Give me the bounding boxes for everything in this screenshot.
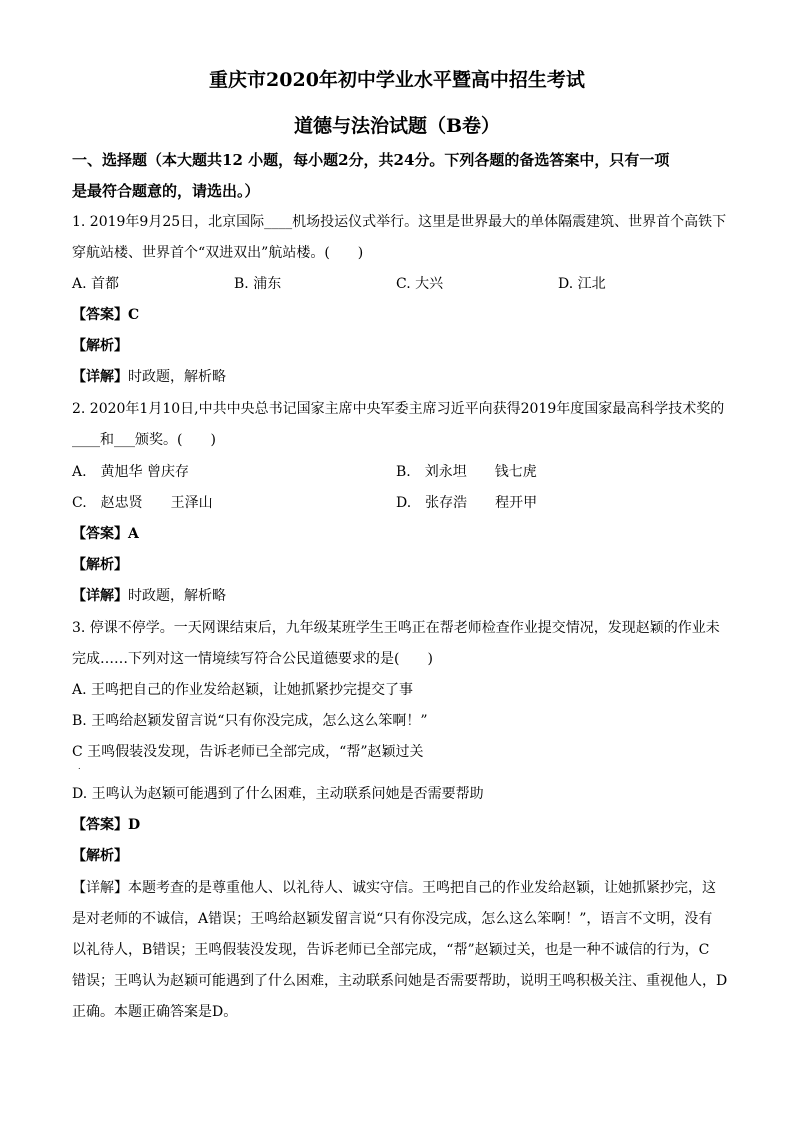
q3-stem-line1: 3. 停课不停学。一天网课结束后，九年级某班学生王鸣正在帮老师检查作业提交情况，发现赵颖的作业未 — [72, 620, 720, 636]
q3-detail-line1: 【详解】本题考查的是尊重他人、以礼待人、诚实守信。王鸣把自己的作业发给赵颖，让她抓紧抄完，这 — [72, 880, 716, 896]
q2-analysis: 【解析】 — [72, 557, 128, 573]
exam-subtitle: 道德与法治试题（B卷） — [293, 115, 501, 137]
answer-value: A — [128, 526, 139, 542]
stray-dot: . — [78, 762, 81, 771]
q2-option-a: A. 黄旭华 曾庆存 — [72, 464, 190, 480]
q2-answer — [72, 524, 139, 544]
answer-value: C — [128, 307, 140, 323]
q1-option-a: A. 首都 — [72, 276, 120, 292]
q1-option-b: B. 浦东 — [234, 276, 282, 292]
q3-option-b: B. 王鸣给赵颖发留言说“只有你没完成，怎么这么笨啊！” — [72, 713, 428, 729]
q3-stem-line2: 完成……下列对这一情境续写符合公民道德要求的是( ) — [72, 651, 433, 667]
section-heading-line2: 是最符合题意的，请选出。） — [72, 182, 260, 200]
section-heading-line1: 一、选择题（本大题共12 小题，每小题2分，共24分。下列各题的备选答案中，只有一项 — [72, 151, 670, 169]
q2-detail — [72, 586, 226, 606]
q2-option-d: D. 张存浩 程开甲 — [396, 495, 538, 511]
answer-tag: 【答案】 — [72, 526, 128, 542]
exam-title: 重庆市2020年初中学业水平暨高中招生考试 — [209, 69, 585, 91]
answer-tag: 【答案】 — [72, 307, 128, 323]
detail-tag: 【详解】 — [72, 369, 128, 385]
answer-tag: 【答案】 — [72, 817, 128, 833]
q3-option-a: A. 王鸣把自己的作业发给赵颖，让她抓紧抄完提交了事 — [72, 682, 414, 698]
q2-stem-line1: 2. 2020年1月10日,中共中央总书记国家主席中央军委主席习近平向获得2019年度国家最高科学技术奖的 — [72, 401, 725, 417]
q2-stem-line2: ____和___颁奖。( ) — [72, 432, 216, 448]
q3-answer — [72, 815, 140, 835]
q1-option-c: C. 大兴 — [396, 276, 444, 292]
q3-detail-line2: 是对老师的不诚信，A错误；王鸣给赵颖发留言说“只有你没完成，怎么这么笨啊！”，语言不文明，没有 — [72, 911, 713, 927]
q1-answer — [72, 305, 139, 325]
q3-option-d: D. 王鸣认为赵颖可能遇到了什么困难，主动联系问她是否需要帮助 — [72, 786, 484, 802]
q3-detail-line5: 正确。本题正确答案是D。 — [72, 1004, 238, 1020]
q1-analysis: 【解析】 — [72, 338, 128, 354]
q2-option-c: C. 赵忠贤 王泽山 — [72, 495, 213, 511]
answer-value: D — [128, 817, 141, 833]
q1-detail — [72, 367, 226, 387]
q3-detail-line4: 错误；王鸣认为赵颖可能遇到了什么困难，主动联系问她是否需要帮助，说明王鸣积极关注、重视他人，D — [72, 973, 728, 989]
q3-analysis: 【解析】 — [72, 848, 128, 864]
detail-text: 时政题，解析略 — [128, 369, 226, 385]
q1-stem-line1: 1. 2019年9月25日，北京国际____机场投运仪式举行。这里是世界最大的单体隔震建筑、世界首个高铁下 — [72, 214, 727, 230]
q3-option-c: C 王鸣假装没发现，告诉老师已全部完成，“帮”赵颖过关 — [72, 744, 424, 760]
q1-stem-line2: 穿航站楼、世界首个“双进双出”航站楼。( ) — [72, 245, 364, 261]
q2-option-b: B. 刘永坦 钱七虎 — [396, 464, 537, 480]
detail-tag: 【详解】 — [72, 588, 128, 604]
q3-detail-line3: 以礼待人，B错误；王鸣假装没发现，告诉老师已全部完成，“帮”赵颖过关，也是一种不诚信的行为，C — [72, 942, 710, 958]
q1-option-d: D. 江北 — [558, 276, 606, 292]
detail-text: 时政题，解析略 — [128, 588, 226, 604]
